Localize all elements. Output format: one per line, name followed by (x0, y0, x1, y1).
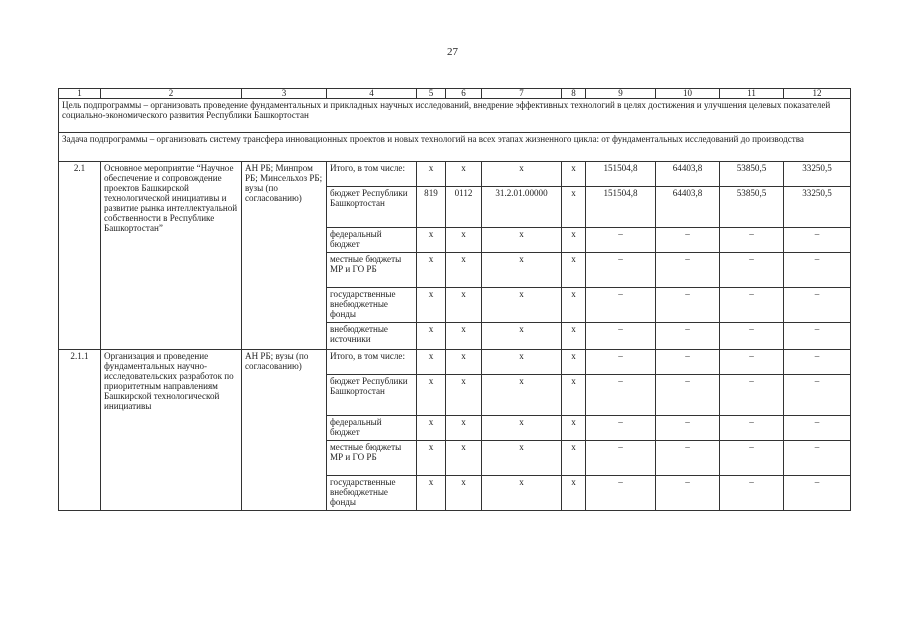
cell-c7: x (482, 350, 562, 375)
column-number: 10 (656, 89, 720, 99)
funding-source: государственные внебюджетные фонды (327, 288, 417, 323)
cell-c12: – (784, 476, 851, 511)
column-number-row (59, 89, 851, 99)
cell-c9: – (586, 441, 656, 476)
item-name: Основное мероприятие “Научное обеспечение и сопровождение проектов Башкирской технологической инициативы и развитие рынка интеллектуальной собственности в Республике Башкортостан” (101, 162, 242, 350)
cell-c6: x (446, 375, 482, 416)
cell-c8: x (562, 162, 586, 187)
cell-c5: x (417, 416, 446, 441)
goal-text: Цель подпрограммы – организовать проведение фундаментальных и прикладных научных исследований, внедрение эффективных технологий в целях достижения и улучшения целевых показателей социально-экономического развития Республики Башкортостан (59, 99, 851, 133)
column-number: 11 (720, 89, 784, 99)
cell-c11: – (720, 416, 784, 441)
funding-source: государственные внебюджетные фонды (327, 476, 417, 511)
cell-c12: 33250,5 (784, 162, 851, 187)
cell-c6: x (446, 476, 482, 511)
goal-row (59, 99, 851, 133)
cell-c7: 31.2.01.00000 (482, 187, 562, 228)
cell-c6: 0112 (446, 187, 482, 228)
cell-c11: – (720, 441, 784, 476)
cell-c10: – (656, 476, 720, 511)
cell-c9: – (586, 350, 656, 375)
cell-c11: 53850,5 (720, 162, 784, 187)
cell-c5: x (417, 288, 446, 323)
task-row (59, 133, 851, 162)
cell-c7: x (482, 162, 562, 187)
cell-c12: 33250,5 (784, 187, 851, 228)
cell-c6: x (446, 288, 482, 323)
cell-c5: x (417, 162, 446, 187)
cell-c12: – (784, 323, 851, 350)
item-name: Организация и проведение фундаментальных научно-исследовательских разработок по приоритетным направлениям Башкирской технологической инициативы (101, 350, 242, 511)
cell-c9: 151504,8 (586, 162, 656, 187)
cell-c11: – (720, 228, 784, 253)
cell-c6: x (446, 162, 482, 187)
cell-c10: – (656, 253, 720, 288)
cell-c6: x (446, 416, 482, 441)
cell-c8: x (562, 416, 586, 441)
funding-source: Итого, в том числе: (327, 162, 417, 187)
column-number: 12 (784, 89, 851, 99)
cell-c9: – (586, 288, 656, 323)
cell-c9: – (586, 375, 656, 416)
cell-c11: 53850,5 (720, 187, 784, 228)
budget-table (58, 88, 851, 511)
column-number: 4 (327, 89, 417, 99)
funding-source: федеральный бюджет (327, 228, 417, 253)
cell-c10: – (656, 416, 720, 441)
cell-c10: 64403,8 (656, 162, 720, 187)
cell-c11: – (720, 253, 784, 288)
cell-c10: – (656, 288, 720, 323)
cell-c12: – (784, 416, 851, 441)
column-number: 2 (101, 89, 242, 99)
cell-c6: x (446, 323, 482, 350)
item-executors: АН РБ; вузы (по согласованию) (242, 350, 327, 511)
cell-c8: x (562, 253, 586, 288)
cell-c11: – (720, 350, 784, 375)
cell-c8: x (562, 228, 586, 253)
cell-c5: 819 (417, 187, 446, 228)
cell-c7: x (482, 441, 562, 476)
cell-c5: x (417, 441, 446, 476)
column-number: 7 (482, 89, 562, 99)
cell-c9: 151504,8 (586, 187, 656, 228)
cell-c8: x (562, 288, 586, 323)
cell-c10: – (656, 441, 720, 476)
cell-c7: x (482, 476, 562, 511)
cell-c10: – (656, 228, 720, 253)
task-text: Задача подпрограммы – организовать систему трансфера инновационных проектов и новых технологий на всех этапах жизненного цикла: от фундаментальных исследований до производства (59, 133, 851, 162)
table-row (59, 162, 851, 187)
cell-c5: x (417, 253, 446, 288)
cell-c10: – (656, 350, 720, 375)
cell-c6: x (446, 441, 482, 476)
cell-c12: – (784, 253, 851, 288)
page-number: 27 (447, 46, 458, 58)
table-body (59, 89, 851, 511)
cell-c8: x (562, 441, 586, 476)
cell-c5: x (417, 350, 446, 375)
funding-source: бюджет Республики Башкортостан (327, 375, 417, 416)
cell-c5: x (417, 476, 446, 511)
column-number: 8 (562, 89, 586, 99)
item-number: 2.1 (59, 162, 101, 350)
cell-c9: – (586, 228, 656, 253)
cell-c10: – (656, 323, 720, 350)
column-number: 1 (59, 89, 101, 99)
cell-c7: x (482, 228, 562, 253)
cell-c12: – (784, 441, 851, 476)
column-number: 5 (417, 89, 446, 99)
cell-c11: – (720, 476, 784, 511)
cell-c5: x (417, 375, 446, 416)
cell-c12: – (784, 350, 851, 375)
cell-c8: x (562, 476, 586, 511)
cell-c7: x (482, 288, 562, 323)
funding-source: внебюджетные источники (327, 323, 417, 350)
funding-source: местные бюджеты МР и ГО РБ (327, 253, 417, 288)
cell-c7: x (482, 323, 562, 350)
cell-c6: x (446, 350, 482, 375)
cell-c9: – (586, 416, 656, 441)
cell-c12: – (784, 288, 851, 323)
column-number: 9 (586, 89, 656, 99)
cell-c12: – (784, 375, 851, 416)
cell-c7: x (482, 375, 562, 416)
cell-c11: – (720, 288, 784, 323)
funding-source: местные бюджеты МР и ГО РБ (327, 441, 417, 476)
cell-c5: x (417, 228, 446, 253)
cell-c9: – (586, 476, 656, 511)
cell-c7: x (482, 416, 562, 441)
cell-c11: – (720, 375, 784, 416)
item-executors: АН РБ; Минпром РБ; Минсельхоз РБ; вузы (по согласованию) (242, 162, 327, 350)
column-number: 3 (242, 89, 327, 99)
cell-c10: 64403,8 (656, 187, 720, 228)
cell-c6: x (446, 228, 482, 253)
cell-c9: – (586, 323, 656, 350)
cell-c9: – (586, 253, 656, 288)
cell-c10: – (656, 375, 720, 416)
cell-c5: x (417, 323, 446, 350)
funding-source: бюджет Республики Башкортостан (327, 187, 417, 228)
cell-c8: x (562, 375, 586, 416)
item-number: 2.1.1 (59, 350, 101, 511)
cell-c7: x (482, 253, 562, 288)
funding-source: Итого, в том числе: (327, 350, 417, 375)
cell-c8: x (562, 187, 586, 228)
column-number: 6 (446, 89, 482, 99)
cell-c12: – (784, 228, 851, 253)
funding-source: федеральный бюджет (327, 416, 417, 441)
cell-c11: – (720, 323, 784, 350)
cell-c6: x (446, 253, 482, 288)
table-row (59, 350, 851, 375)
cell-c8: x (562, 350, 586, 375)
cell-c8: x (562, 323, 586, 350)
